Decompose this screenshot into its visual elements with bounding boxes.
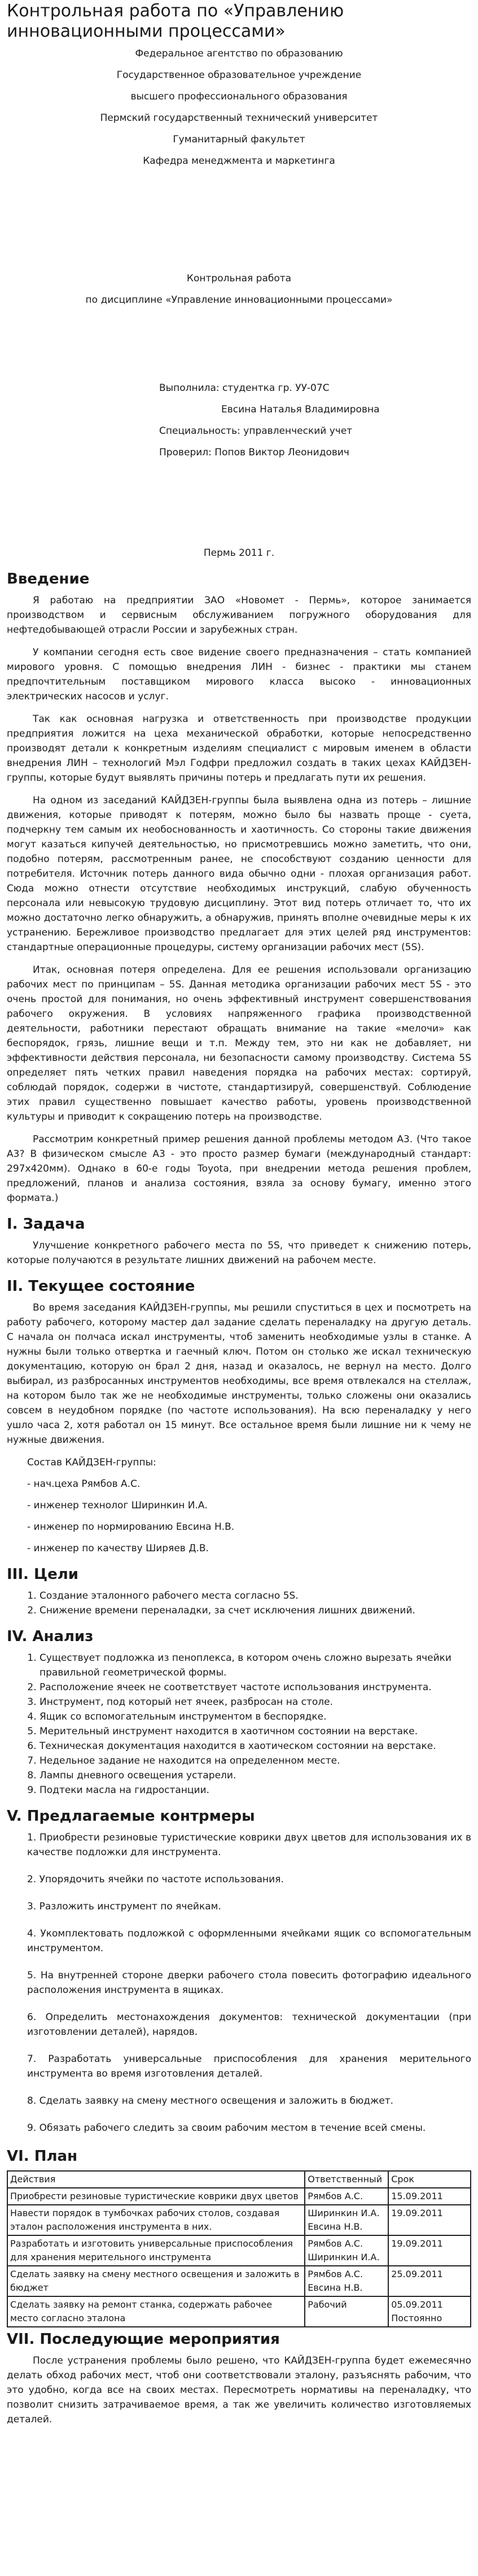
- university-line: Пермский государственный технический университет: [100, 112, 378, 124]
- current-state-heading: II. Текущее состояние: [7, 1278, 195, 1295]
- deadline-cell: 19.09.2011: [388, 2205, 471, 2235]
- action-cell: Сделать заявку на ремонт станка, содержать рабочее место согласно эталона: [7, 2296, 305, 2327]
- intro-paragraph: Итак, основная потеря определена. Для ее решения использовали организацию рабочих мест по принципам – 5S. Данная методика организации рабочих мест 5S - это очень простой для понимания, но очень эффективный инструмент совершенствования рабочего окружения. В условиях напряженного графика производственной деятельности, работники перестают обращать внимание на такие «мелочи» как беспорядок, грязь, лишние вещи и т.п. Между тем, это ни как не добавляет, ни эффективности действия персонала, ни безопасности самому производству. Система 5S определяет пять четких правил наведения порядка на рабочих местах: сортируй, соблюдай порядок, содержи в чистоте, стандартизируй, совершенствуй. Соблюдение этих правил существенно повышает качество работы, уровень производственной культуры и приводит к сокращению потерь на производстве.: [7, 964, 471, 1122]
- list-item: 6. Техническая документация находится в хаотическом состоянии на верстаке.: [40, 1739, 471, 1753]
- responsible-cell: Рабочий: [305, 2296, 388, 2327]
- analysis-heading: IV. Анализ: [7, 1628, 94, 1645]
- team-member: - нач.цеха Рямбов А.С.: [27, 1478, 141, 1490]
- current-state-text: Во время заседания КАЙДЗЕН-группы, мы решили спуститься в цех и посмотреть на работу рабочего, которому мастер дал задание сделать переналадку на другую деталь. С начала он полчаса искал инструменты, чтоб заменить необходимые узлы в станке. А нужны были только отвертка и гаечный ключ. Потом он столько же искал техническую документацию, которую он брал 2 дня, назад и оказалось, не вернул на место. Долго выбирал, из разбросанных инструментов необходимы, все время отвлекался на стеллаж, на котором было так же не необходимые инструменты, только сложены они оказались совсем в неудобном порядке (по частоте использования). На всю переналадку у него ушло часа 2, хотя работал он 15 минут. Все остальное время были лишние ни к чему не нужные движения.: [7, 1302, 471, 1446]
- team-member: - инженер по нормированию Евсина Н.В.: [27, 1521, 235, 1533]
- action-cell: Приобрести резиновые туристические коврики двух цветов: [7, 2188, 305, 2205]
- table-row: [7, 2188, 471, 2205]
- list-item: 2. Упорядочить ячейки по частоте использования.: [27, 1874, 284, 1885]
- deadline-cell: 19.09.2011: [388, 2235, 471, 2266]
- plan-table: [7, 2170, 471, 2327]
- list-item: 4. Ящик со вспомогательным инструментом в беспорядке.: [40, 1709, 471, 1724]
- team-member: - инженер по качеству Ширяев Д.В.: [27, 1543, 209, 1554]
- list-item: 2. Снижение времени переналадки, за счет исключения лишних движений.: [40, 1603, 471, 1618]
- team-title: Состав КАЙДЗЕН-группы:: [27, 1457, 156, 1468]
- column-header: Ответственный: [305, 2171, 388, 2188]
- faculty-line: Гуманитарный факультет: [173, 134, 305, 145]
- task-heading: I. Задача: [7, 1216, 85, 1233]
- agency-line: Федеральное агентство по образованию: [135, 48, 343, 59]
- spacer: [7, 175, 471, 271]
- list-item: 3. Инструмент, под который нет ячеек, разбросан на столе.: [40, 1695, 471, 1709]
- performed-by: Выполнила: студентка гр. УУ-07С: [159, 382, 330, 394]
- responsible-cell: Рямбов А.С. Ширинкин И.А.: [305, 2235, 388, 2266]
- table-row: [7, 2205, 471, 2235]
- action-cell: Сделать заявку на смену местного освещения и заложить в бюджет: [7, 2266, 305, 2296]
- list-item: 1. Существует подложка из пеноплекса, в котором очень сложно вырезать ячейки правильной геометрической формы.: [40, 1651, 471, 1680]
- responsible-cell: Рямбов А.С. Евсина Н.В.: [305, 2266, 388, 2296]
- plan-heading: VI. План: [7, 2148, 78, 2165]
- countermeasures-list: [7, 1830, 471, 2135]
- list-item: 9. Обязать рабочего следить за своим рабочим местом в течение всей смены.: [27, 2122, 426, 2134]
- city-year: Пермь 2011 г.: [203, 547, 275, 559]
- table-row: [7, 2296, 471, 2327]
- action-cell: Разработать и изготовить универсальные приспособления для хранения мерительного инструмента: [7, 2235, 305, 2266]
- list-item: 4. Укомплектовать подложкой с оформленными ячейками ящик со вспомогательным инструментом.: [27, 1928, 471, 1954]
- work-discipline: по дисциплине «Управление инновационными процессами»: [85, 294, 393, 306]
- goals-list: [24, 1589, 471, 1618]
- followup-text: После устранения проблемы было решено, что КАЙДЗЕН-группа будет ежемесячно делать обход рабочих мест, чтоб они соответствовали эталону, разъяснять рабочим, что это удобно, когда все на своих местах. Пересмотреть нормативы на переналадку, что позволит снизить затрачиваемое время, а так же увеличить количество изготовляемых деталей.: [7, 2355, 471, 2425]
- deadline-cell: 05.09.2011 Постоянно: [388, 2296, 471, 2327]
- responsible-cell: Ширинкин И.А. Евсина Н.В.: [305, 2205, 388, 2235]
- task-text: Улучшение конкретного рабочего места по 5S, что приведет к снижению потерь, которые получаются в результате лишних движений на рабочем месте.: [7, 1240, 471, 1266]
- list-item: 8. Сделать заявку на смену местного освещения и заложить в бюджет.: [27, 2095, 394, 2107]
- list-item: 5. На внутренней стороне дверки рабочего стола повесить фотографию идеального расположения инструмента в ящиках.: [27, 1970, 471, 1996]
- title-page: [7, 46, 471, 560]
- list-item: 9. Подтеки масла на гидростанции.: [40, 1783, 471, 1798]
- responsible-cell: Рямбов А.С.: [305, 2188, 388, 2205]
- goals-heading: III. Цели: [7, 1566, 78, 1583]
- intro-paragraph: Я работаю на предприятии ЗАО «Новомет - Пермь», которое занимается производством и сервисным обслуживанием погружного оборудования для нефтедобывающей отрасли России и зарубежных стран.: [7, 595, 471, 636]
- intro-paragraph: Рассмотрим конкретный пример решения данной проблемы методом А3. (Что такое А3? В физическом смысле А3 - это просто размер бумаги (международный стандарт: 297х420мм). Однако в 60-е годы Toyota, при внедрении метода решения проблем, предложений, планов и анализа состояния, взяла за основу бумагу, именно этого формата.): [7, 1134, 471, 1204]
- list-item: 1. Приобрести резиновые туристические коврики двух цветов для использования их в качестве подложки для инструмента.: [27, 1832, 471, 1858]
- intro-paragraph: На одном из заседаний КАЙДЗЕН-группы была выявлена одна из потерь – лишние движения, которые приводят к потерям, можно было бы назвать проще - суета, подчеркну тем самым их необоснованность и хаотичность. Со стороны такие движения могут казаться кипучей деятельностью, но присмотревшись можно заметить, что они, подобно потерям, рассмотренным ранее, не способствуют созданию ценности для потребителя. Источник потерь данного вида обычно одни - плохая организация работ. Сюда можно отнести отсутствие необходимых инструкций, слабую обученность персонала или невысокую трудовую дисциплину. Этот вид потерь отличает то, что их можно достаточно легко обнаружить, а обнаружив, принять вполне очевидные меры к их устранению. Бережливое производство предлагает для этих целей ряд инструментов: стандартные операционные процедуры, систему организации рабочих мест (5S).: [7, 795, 471, 953]
- intro-heading: Введение: [7, 571, 90, 588]
- column-header: Действия: [7, 2171, 305, 2188]
- list-item: 5. Мерительный инструмент находится в хаотичном состоянии на верстаке.: [40, 1724, 471, 1739]
- list-item: 7. Разработать универсальные приспособления для хранения мерительного инструмента во время изготовления деталей.: [27, 2053, 471, 2079]
- list-item: 7. Недельное задание не находится на определенном месте.: [40, 1753, 471, 1768]
- column-header: Срок: [388, 2171, 471, 2188]
- list-item: 6. Определить местонахождения документов: технической документации (при изготовлении деталей), нарядов.: [27, 2012, 471, 2038]
- table-row: [7, 2266, 471, 2296]
- countermeasures-heading: V. Предлагаемые контрмеры: [7, 1808, 255, 1825]
- deadline-cell: 15.09.2011: [388, 2188, 471, 2205]
- list-item: 3. Разложить инструмент по ячейкам.: [27, 1901, 221, 1912]
- table-row: [7, 2235, 471, 2266]
- author-name: Евсина Наталья Владимировна: [221, 404, 380, 415]
- spacer: [7, 467, 471, 546]
- followup-heading: VII. Последующие мероприятия: [7, 2331, 280, 2348]
- document-title: Контрольная работа по «Управлению инновационными процессами»: [7, 1, 344, 41]
- intro-paragraph: Так как основная нагрузка и ответственность при производстве продукции предприятия ложится на цеха механической обработки, которые непосредственно производят детали к конкретным изделиям специалист с мировым именем в области внедрения ЛИН – технологий Мэл Годфри предложил создать в таких цехах КАЙДЗЕН-группы, которые будут выявлять причины потерь и предлагать пути их решения.: [7, 713, 471, 784]
- list-item: 8. Лампы дневного освещения устарели.: [40, 1768, 471, 1783]
- table-header-row: [7, 2171, 471, 2188]
- specialty: Специальность: управленческий учет: [159, 425, 353, 437]
- list-item: 1. Создание эталонного рабочего места согласно 5S.: [40, 1589, 471, 1603]
- team-member: - инженер технолог Ширинкин И.А.: [27, 1500, 208, 1511]
- deadline-cell: 25.09.2011: [388, 2266, 471, 2296]
- education-level-line: высшего профессионального образования: [130, 91, 348, 102]
- work-type: Контрольная работа: [186, 273, 292, 284]
- list-item: 2. Расположение ячеек не соответствует частоте использования инструмента.: [40, 1680, 471, 1695]
- department-line: Кафедра менеджмента и маркетинга: [143, 155, 335, 167]
- checked-by: Проверил: Попов Виктор Леонидович: [159, 447, 349, 458]
- institution-line: Государственное образовательное учреждение: [116, 69, 362, 81]
- analysis-list: [24, 1651, 471, 1798]
- action-cell: Навести порядок в тумбочках рабочих столов, создавая эталон расположения инструмента в них.: [7, 2205, 305, 2235]
- spacer: [7, 314, 471, 381]
- intro-paragraph: У компании сегодня есть свое видение своего предназначения – стать компанией мирового уровня. С помощью внедрения ЛИН - бизнес - практики мы станем предпочтительным поставщиком мирового класса высоко - инновационных электрических насосов и услуг.: [7, 647, 471, 702]
